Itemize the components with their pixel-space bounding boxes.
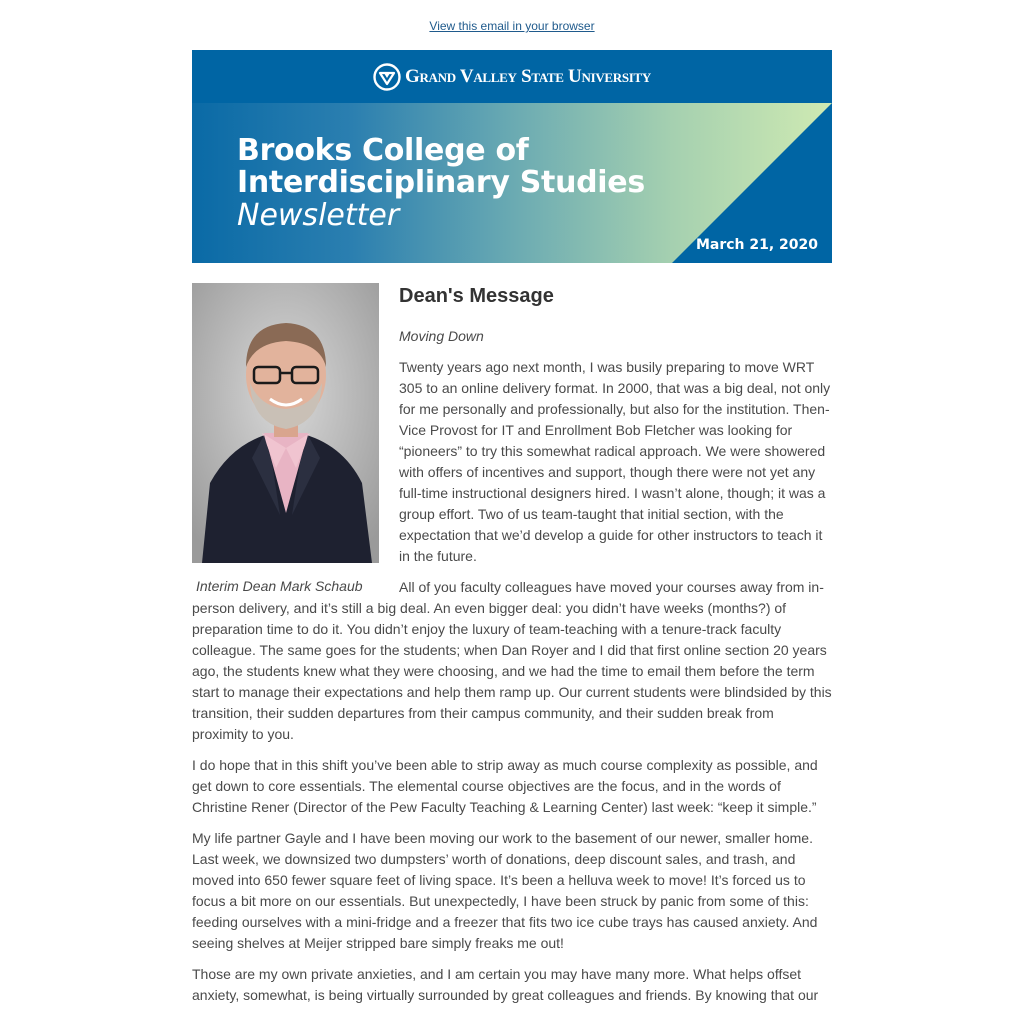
dean-portrait-photo xyxy=(192,283,379,563)
newsletter-banner xyxy=(192,103,832,263)
banner-subtitle: Newsletter xyxy=(237,198,400,233)
article-paragraph: My life partner Gayle and I have been moving our work to the basement of our newer, smaller home. Last week, we downsized two dumpsters’ worth of donations, deep discount sales, and trash, and moved into 650 fewer square feet of living space. It’s been a helluva week to move! It’s forced us to focus a bit more on our essentials. But unexpectedly, I have been struck by panic from some of this: feeding ourselves with a mini-fridge and a freezer that fits two ice cube trays has caused anxiety. And seeing shelves at Meijer stripped bare simply freaks me out! xyxy=(192,830,818,951)
header-bar xyxy=(192,50,832,103)
article-content xyxy=(192,283,832,1006)
view-in-browser-link[interactable]: View this email in your browser xyxy=(429,19,595,33)
newsletter-date: March 21, 2020 xyxy=(695,237,818,253)
dean-photo-block xyxy=(192,283,379,597)
article-heading: Dean's Message xyxy=(399,285,554,307)
article-paragraph: Those are my own private anxieties, and I am certain you may have many more. What helps offset anxiety, somewhat, is being virtually surrounded by great colleagues and friends. By knowing that our xyxy=(192,966,819,1003)
article-paragraph: I do hope that in this shift you’ve been able to strip away as much course complexity as possible, and get down to core essentials. The elemental course objectives are the focus, and in the words of Christine Rener (Director of the Pew Faculty Teaching & Learning Center) last week: “keep it simple.” xyxy=(192,757,818,815)
banner-title-line2: Interdisciplinary Studies xyxy=(237,165,645,200)
gvsu-emblem-icon xyxy=(373,63,401,91)
email-container xyxy=(192,50,832,1016)
article-subheading: Moving Down xyxy=(399,328,484,344)
banner-title xyxy=(237,135,645,199)
gvsu-logo-text: Grand Valley State University xyxy=(404,65,652,87)
top-link-row xyxy=(0,19,1024,33)
photo-caption: Interim Dean Mark Schaub xyxy=(196,578,363,594)
article-paragraph: All of you faculty colleagues have moved your courses away from in-person delivery, and it’s still a big deal. An even bigger deal: you didn’t have weeks (months?) of preparation time to do it. You didn’t enjoy the luxury of team-teaching with a tenure-track faculty colleague. The same goes for the students; when Dan Royer and I did that first online section 20 years ago, the students knew what they were choosing, and we had the time to email them before the term start to manage their expectations and help them ramp up. Our current students were blindsided by this transition, their sudden departures from their campus community, and their sudden break from proximity to you. xyxy=(192,579,832,742)
gvsu-logo[interactable] xyxy=(373,63,651,91)
banner-title-line1: Brooks College of xyxy=(237,133,529,168)
article-paragraph: Twenty years ago next month, I was busily preparing to move WRT 305 to an online delivery format. In 2000, that was a big deal, not only for me personally and professionally, but also for the institution. Then- Vice Provost for IT and Enrollment Bob Fletcher was looking for “pioneers” to try this somewhat radical approach. We were showered with offers of incentives and support, though there were not yet any full-time instructional designers hired. I wasn’t alone, though; it was a group effort. Two of us team-taught that initial section, with the expectation that we’d develop a guide for other instructors to teach it in the future. xyxy=(399,359,831,564)
